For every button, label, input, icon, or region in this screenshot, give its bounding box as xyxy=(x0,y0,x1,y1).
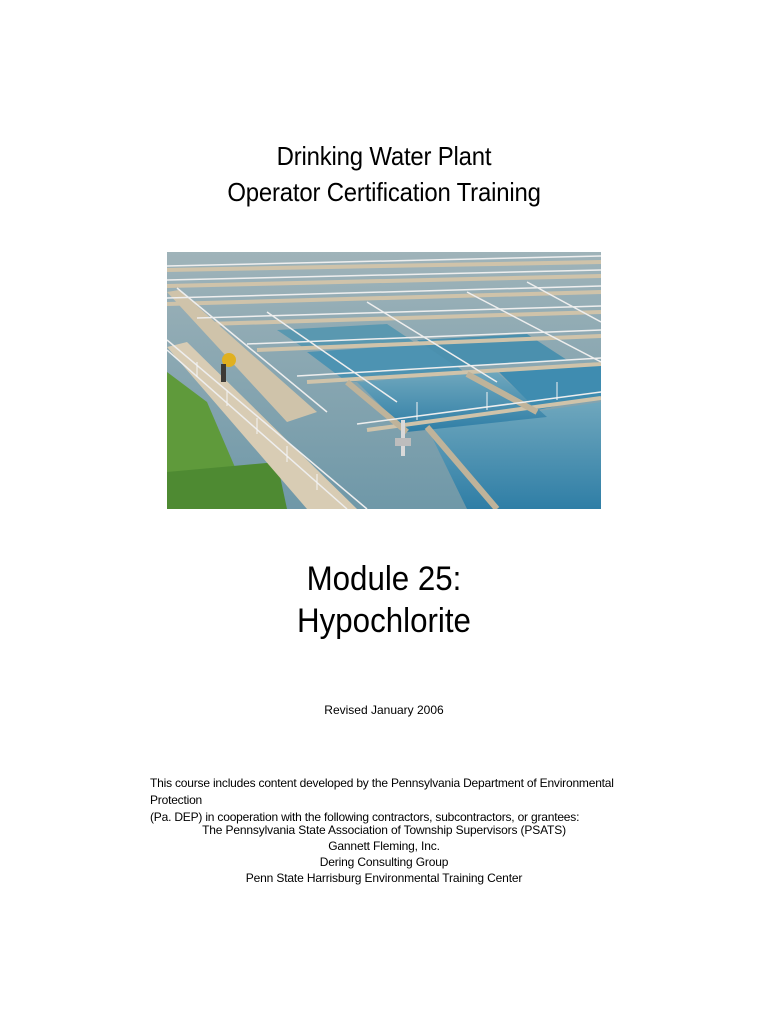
intro-paragraph xyxy=(150,775,630,826)
module-heading xyxy=(31,558,738,642)
module-topic: Hypochlorite xyxy=(297,602,471,640)
water-plant-photo xyxy=(167,252,601,509)
revision-date: Revised January 2006 xyxy=(324,703,444,717)
module-number: Module 25: xyxy=(306,560,462,598)
intro-line-2: (Pa. DEP) in cooperation with the following contractors, subcontractors, or grantees: xyxy=(150,810,580,824)
contributor-item: The Pennsylvania State Association of Township Supervisors (PSATS) xyxy=(202,823,566,837)
contributor-item: Penn State Harrisburg Environmental Training Center xyxy=(245,871,523,885)
document-title xyxy=(31,138,738,210)
contributor-item: Gannett Fleming, Inc. xyxy=(328,839,440,853)
contributor-item: Dering Consulting Group xyxy=(319,855,449,869)
intro-line-1: This course includes content developed by the Pennsylvania Department of Environmental Protection xyxy=(150,776,614,807)
title-line-1: Drinking Water Plant xyxy=(276,141,492,171)
title-line-2: Operator Certification Training xyxy=(227,177,541,207)
contributors-list xyxy=(0,822,768,886)
